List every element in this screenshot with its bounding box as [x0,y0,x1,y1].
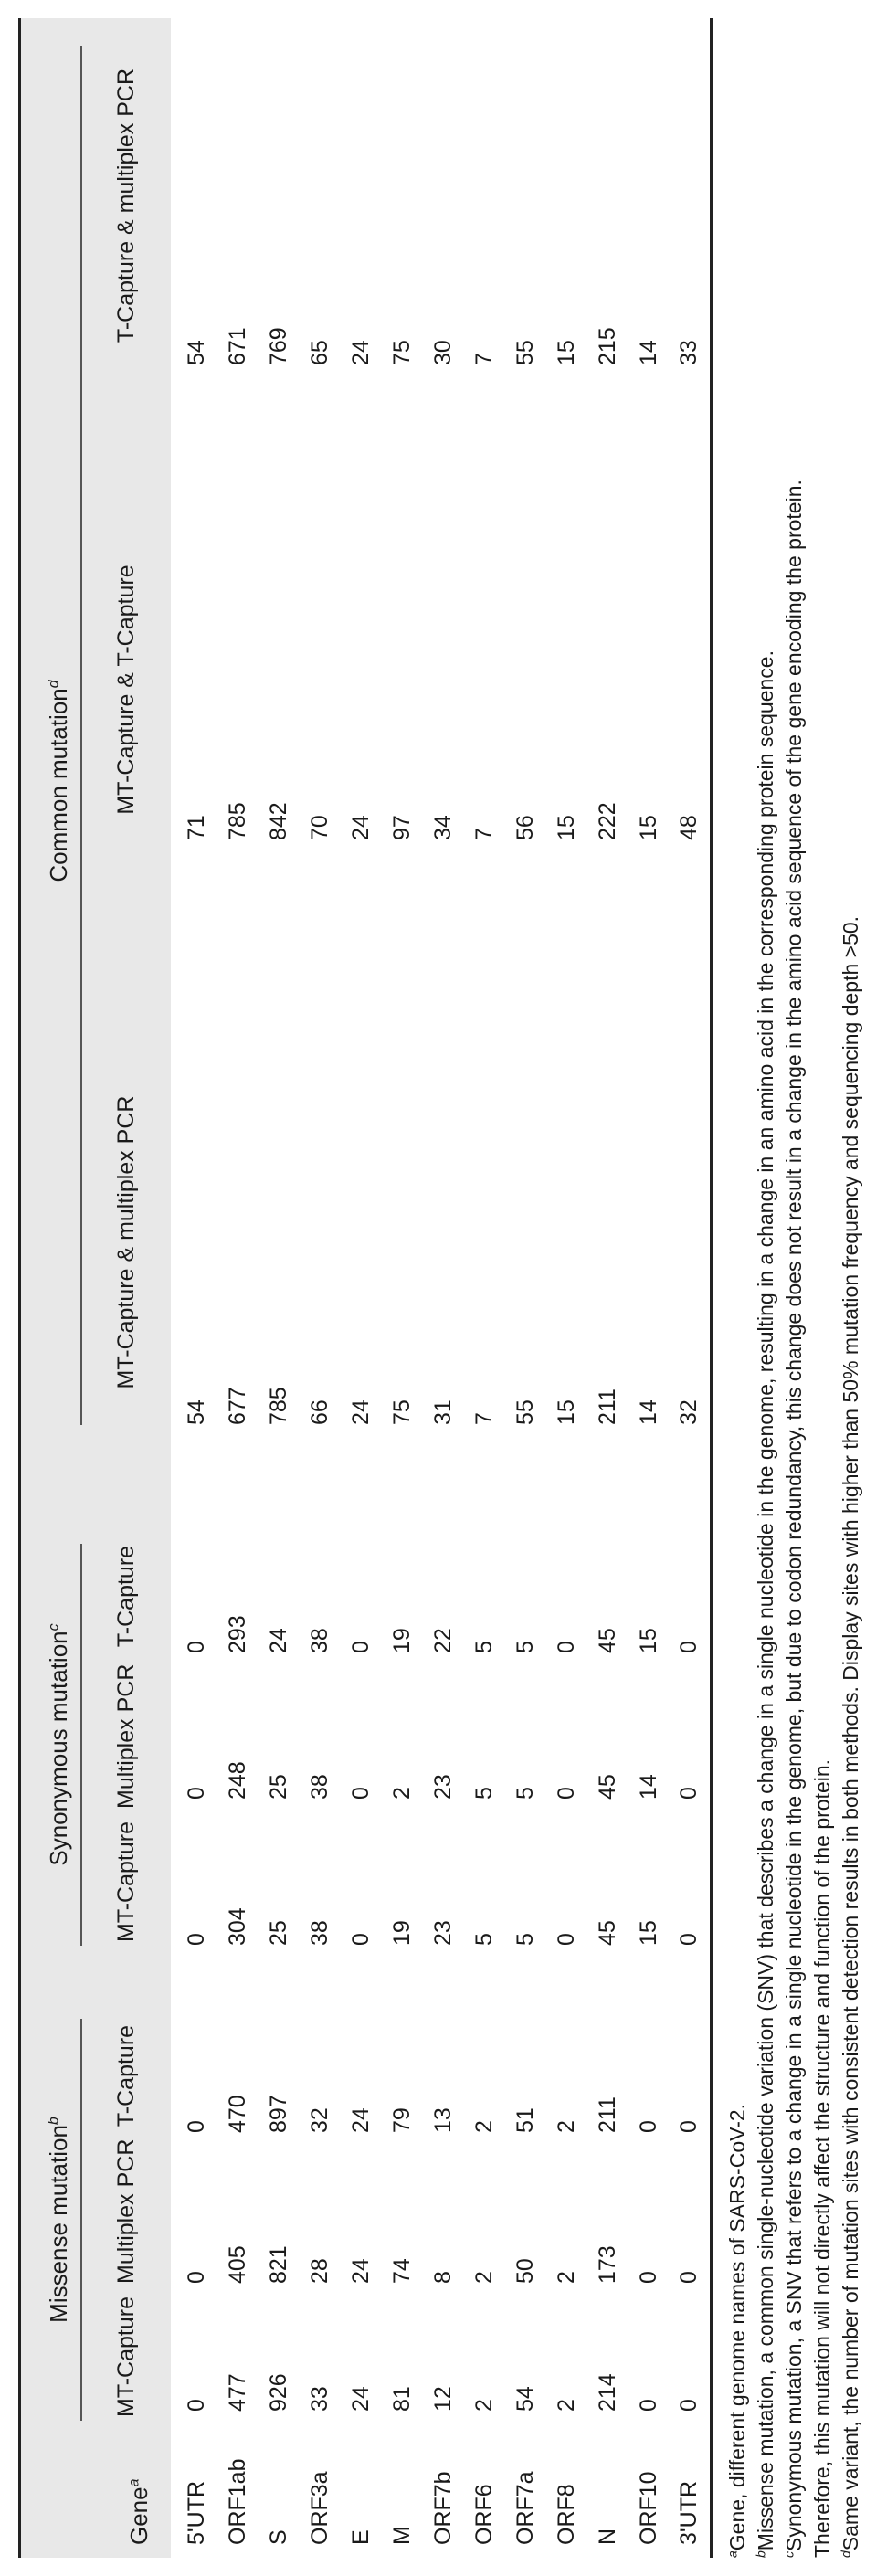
footnotes [723,18,865,2558]
missense-mt-capture-cell: 2 [471,2399,497,2412]
missense-multiplex-pcr-cell: 74 [389,2258,415,2284]
missense-multiplex-pcr-cell: 24 [348,2258,374,2284]
synonymous-t-capture-cell: 5 [512,1641,538,1653]
footnote: $^a$Gene, different genome names of SARS-CoV-2. [724,2103,749,2558]
common-mt-multiplex-cell: 32 [676,1399,702,1425]
group-header-synonymous: Synonymous mutation$^c$ [45,1623,72,1866]
subheader-synonymous-multiplex-pcr: Multiplex PCR [113,1663,139,1809]
row-gene: N [595,2528,620,2545]
common-t-multiplex-cell: 15 [554,340,579,365]
synonymous-multiplex-pcr-cell: 0 [676,1787,702,1800]
table-row [176,18,217,2558]
synonymous-multiplex-pcr-cell: 14 [636,1774,661,1800]
common-t-multiplex-cell: 215 [595,327,620,365]
synonymous-t-capture-cell: 0 [184,1641,209,1653]
gene-column-header: Gene$^a$ [125,2478,153,2545]
row-gene: 3'UTR [676,2480,702,2545]
synonymous-mt-capture-cell: 0 [184,1933,209,1946]
missense-mt-capture-cell: 926 [266,2373,291,2412]
table-row [300,18,341,2558]
synonymous-t-capture-cell: 45 [595,1628,620,1653]
common-mt-t-capture-cell: 34 [430,815,456,840]
missense-mt-capture-cell: 24 [348,2386,374,2412]
synonymous-multiplex-pcr-cell: 248 [225,1761,250,1800]
common-t-multiplex-cell: 7 [471,353,497,365]
synonymous-t-capture-cell: 5 [471,1641,497,1653]
subheader-common-t-multiplex: T-Capture & multiplex PCR [113,68,139,343]
common-mt-multiplex-cell: 785 [266,1387,291,1425]
synonymous-t-capture-cell: 22 [430,1628,456,1653]
synonymous-multiplex-pcr-cell: 23 [430,1774,456,1800]
row-gene: ORF10 [636,2471,661,2545]
synonymous-mt-capture-cell: 5 [471,1933,497,1946]
synonymous-mt-capture-cell: 304 [225,1907,250,1946]
mutation-table [18,18,713,2558]
table-row [259,18,300,2558]
common-mt-multiplex-cell: 31 [430,1399,456,1425]
missense-mt-capture-cell: 0 [636,2399,661,2412]
synonymous-mt-capture-cell: 38 [307,1920,333,1946]
missense-multiplex-pcr-cell: 173 [595,2245,620,2284]
missense-t-capture-cell: 13 [430,2107,456,2133]
common-mt-t-capture-cell: 785 [225,802,250,840]
table-row [669,18,710,2558]
missense-t-capture-cell: 2 [554,2120,579,2133]
missense-mt-capture-cell: 54 [512,2386,538,2412]
common-t-multiplex-cell: 65 [307,340,333,365]
common-mt-multiplex-cell: 54 [184,1399,209,1425]
table-row [587,18,628,2558]
table-bottom-rule [710,18,713,2558]
synonymous-t-capture-cell: 0 [676,1641,702,1653]
table-row [217,18,259,2558]
common-mt-t-capture-cell: 97 [389,815,415,840]
synonymous-mt-capture-cell: 0 [676,1933,702,1946]
synonymous-mt-capture-cell: 15 [636,1920,661,1946]
common-mt-multiplex-cell: 677 [225,1387,250,1425]
missense-multiplex-pcr-cell: 2 [554,2271,579,2284]
subheader-synonymous-mt-capture: MT-Capture [113,1821,139,1942]
table-row [341,18,382,2558]
table-row [423,18,464,2558]
synonymous-multiplex-pcr-cell: 25 [266,1774,291,1800]
synonymous-t-capture-cell: 15 [636,1628,661,1653]
subheader-common-mt-t-capture: MT-Capture & T-Capture [113,565,139,815]
footnote: Therefore, this mutation will not directly affect the structure and function of the protein. [810,1758,834,2558]
common-mt-t-capture-cell: 70 [307,815,333,840]
missense-multiplex-pcr-cell: 0 [184,2271,209,2284]
row-gene: ORF7a [512,2471,538,2545]
common-mt-multiplex-cell: 24 [348,1399,374,1425]
missense-multiplex-pcr-cell: 821 [266,2245,291,2284]
missense-mt-capture-cell: 2 [554,2399,579,2412]
subheader-missense-t-capture: T-Capture [113,2024,139,2127]
synonymous-t-capture-cell: 24 [266,1628,291,1653]
row-gene: ORF1ab [225,2458,250,2545]
synonymous-multiplex-pcr-cell: 0 [348,1787,374,1800]
synonymous-mt-capture-cell: 19 [389,1920,415,1946]
missense-mt-capture-cell: 0 [184,2399,209,2412]
missense-multiplex-pcr-cell: 405 [225,2245,250,2284]
missense-mt-capture-cell: 0 [676,2399,702,2412]
synonymous-mt-capture-cell: 5 [512,1933,538,1946]
common-mt-multiplex-cell: 75 [389,1399,415,1425]
row-gene: ORF3a [307,2471,333,2545]
row-gene: 5'UTR [184,2480,209,2545]
table-row [505,18,546,2558]
synonymous-t-capture-cell: 0 [348,1641,374,1653]
common-mt-t-capture-cell: 15 [636,815,661,840]
missense-multiplex-pcr-cell: 28 [307,2258,333,2284]
synonymous-mt-capture-cell: 23 [430,1920,456,1946]
table-row [464,18,505,2558]
synonymous-multiplex-pcr-cell: 0 [184,1787,209,1800]
missense-t-capture-cell: 0 [184,2120,209,2133]
missense-mt-capture-cell: 477 [225,2373,250,2412]
synonymous-multiplex-pcr-cell: 45 [595,1774,620,1800]
missense-t-capture-cell: 0 [636,2120,661,2133]
common-mt-t-capture-cell: 48 [676,815,702,840]
table-row [382,18,423,2558]
missense-mt-capture-cell: 81 [389,2386,415,2412]
missense-multiplex-pcr-cell: 2 [471,2271,497,2284]
common-t-multiplex-cell: 33 [676,340,702,365]
missense-t-capture-cell: 24 [348,2107,374,2133]
common-t-multiplex-cell: 671 [225,327,250,365]
common-t-multiplex-cell: 55 [512,340,538,365]
missense-mt-capture-cell: 12 [430,2386,456,2412]
synonymous-t-capture-cell: 19 [389,1628,415,1653]
subheader-missense-multiplex-pcr: Multiplex PCR [113,2138,139,2284]
footnote: $^b$Missense mutation, a common single-nucleotide variation (SNV) that describes a change in a single nucleotide in the genome, resulting in a change in an amino acid in the corresponding protein sequence. [753,650,777,2558]
missense-multiplex-pcr-cell: 0 [636,2271,661,2284]
group-header-common: Common mutation$^d$ [45,680,72,882]
synonymous-multiplex-pcr-cell: 2 [389,1787,415,1800]
row-gene: M [389,2526,415,2545]
missense-t-capture-cell: 470 [225,2095,250,2133]
synonymous-t-capture-cell: 38 [307,1628,333,1653]
common-mt-t-capture-cell: 842 [266,802,291,840]
common-mt-multiplex-cell: 15 [554,1399,579,1425]
synonymous-t-capture-cell: 0 [554,1641,579,1653]
common-t-multiplex-cell: 75 [389,340,415,365]
common-mt-t-capture-cell: 222 [595,802,620,840]
row-gene: ORF8 [554,2484,579,2545]
common-t-multiplex-cell: 14 [636,340,661,365]
common-mt-multiplex-cell: 211 [595,1388,620,1425]
common-t-multiplex-cell: 24 [348,340,374,365]
table-row [546,18,587,2558]
missense-t-capture-cell: 2 [471,2120,497,2133]
common-mt-t-capture-cell: 56 [512,815,538,840]
missense-t-capture-cell: 79 [389,2107,415,2133]
common-mt-t-capture-cell: 15 [554,815,579,840]
synonymous-mt-capture-cell: 45 [595,1920,620,1946]
subheader-synonymous-t-capture: T-Capture [113,1545,139,1648]
synonymous-multiplex-pcr-cell: 0 [554,1787,579,1800]
common-t-multiplex-cell: 54 [184,340,209,365]
group-rule-synonymous [80,1544,82,1946]
common-mt-multiplex-cell: 7 [471,1412,497,1425]
synonymous-mt-capture-cell: 0 [554,1933,579,1946]
subheader-missense-mt-capture: MT-Capture [113,2296,139,2417]
common-t-multiplex-cell: 769 [266,327,291,365]
row-gene: E [348,2529,374,2545]
common-mt-t-capture-cell: 7 [471,828,497,840]
row-gene: ORF6 [471,2484,497,2545]
common-mt-multiplex-cell: 66 [307,1399,333,1425]
missense-multiplex-pcr-cell: 0 [676,2271,702,2284]
footnote: $^d$Same variant, the number of mutation sites with consistent detection results in both methods. Display sites with higher than 50% mutation frequency and sequencing depth >50. [838,915,862,2558]
group-header-missense: Missense mutation$^b$ [45,2117,72,2323]
synonymous-multiplex-pcr-cell: 38 [307,1774,333,1800]
synonymous-t-capture-cell: 293 [225,1615,250,1653]
footnote: $^c$Synonymous mutation, a SNV that refers to a change in a single nucleotide in the genome, but due to codon redundancy, this change does not result in a change in the amino acid sequence of the gene encoding the protein. [781,480,806,2558]
missense-t-capture-cell: 0 [676,2120,702,2133]
common-mt-multiplex-cell: 55 [512,1399,538,1425]
table-row [628,18,670,2558]
common-mt-multiplex-cell: 14 [636,1399,661,1425]
group-rule-missense [80,2019,82,2421]
common-t-multiplex-cell: 30 [430,340,456,365]
missense-t-capture-cell: 897 [266,2095,291,2133]
missense-t-capture-cell: 32 [307,2107,333,2133]
missense-t-capture-cell: 211 [595,2096,620,2133]
missense-multiplex-pcr-cell: 8 [430,2271,456,2284]
synonymous-multiplex-pcr-cell: 5 [512,1787,538,1800]
missense-multiplex-pcr-cell: 50 [512,2258,538,2284]
common-mt-t-capture-cell: 71 [184,815,209,840]
missense-mt-capture-cell: 33 [307,2386,333,2412]
missense-mt-capture-cell: 214 [595,2373,620,2412]
common-mt-t-capture-cell: 24 [348,815,374,840]
subheader-common-mt-multiplex: MT-Capture & multiplex PCR [113,1095,139,1389]
group-rule-common [80,46,82,1425]
missense-t-capture-cell: 51 [512,2107,538,2133]
row-gene: ORF7b [430,2471,456,2545]
synonymous-mt-capture-cell: 0 [348,1933,374,1946]
synonymous-multiplex-pcr-cell: 5 [471,1787,497,1800]
synonymous-mt-capture-cell: 25 [266,1920,291,1946]
row-gene: S [266,2529,291,2545]
